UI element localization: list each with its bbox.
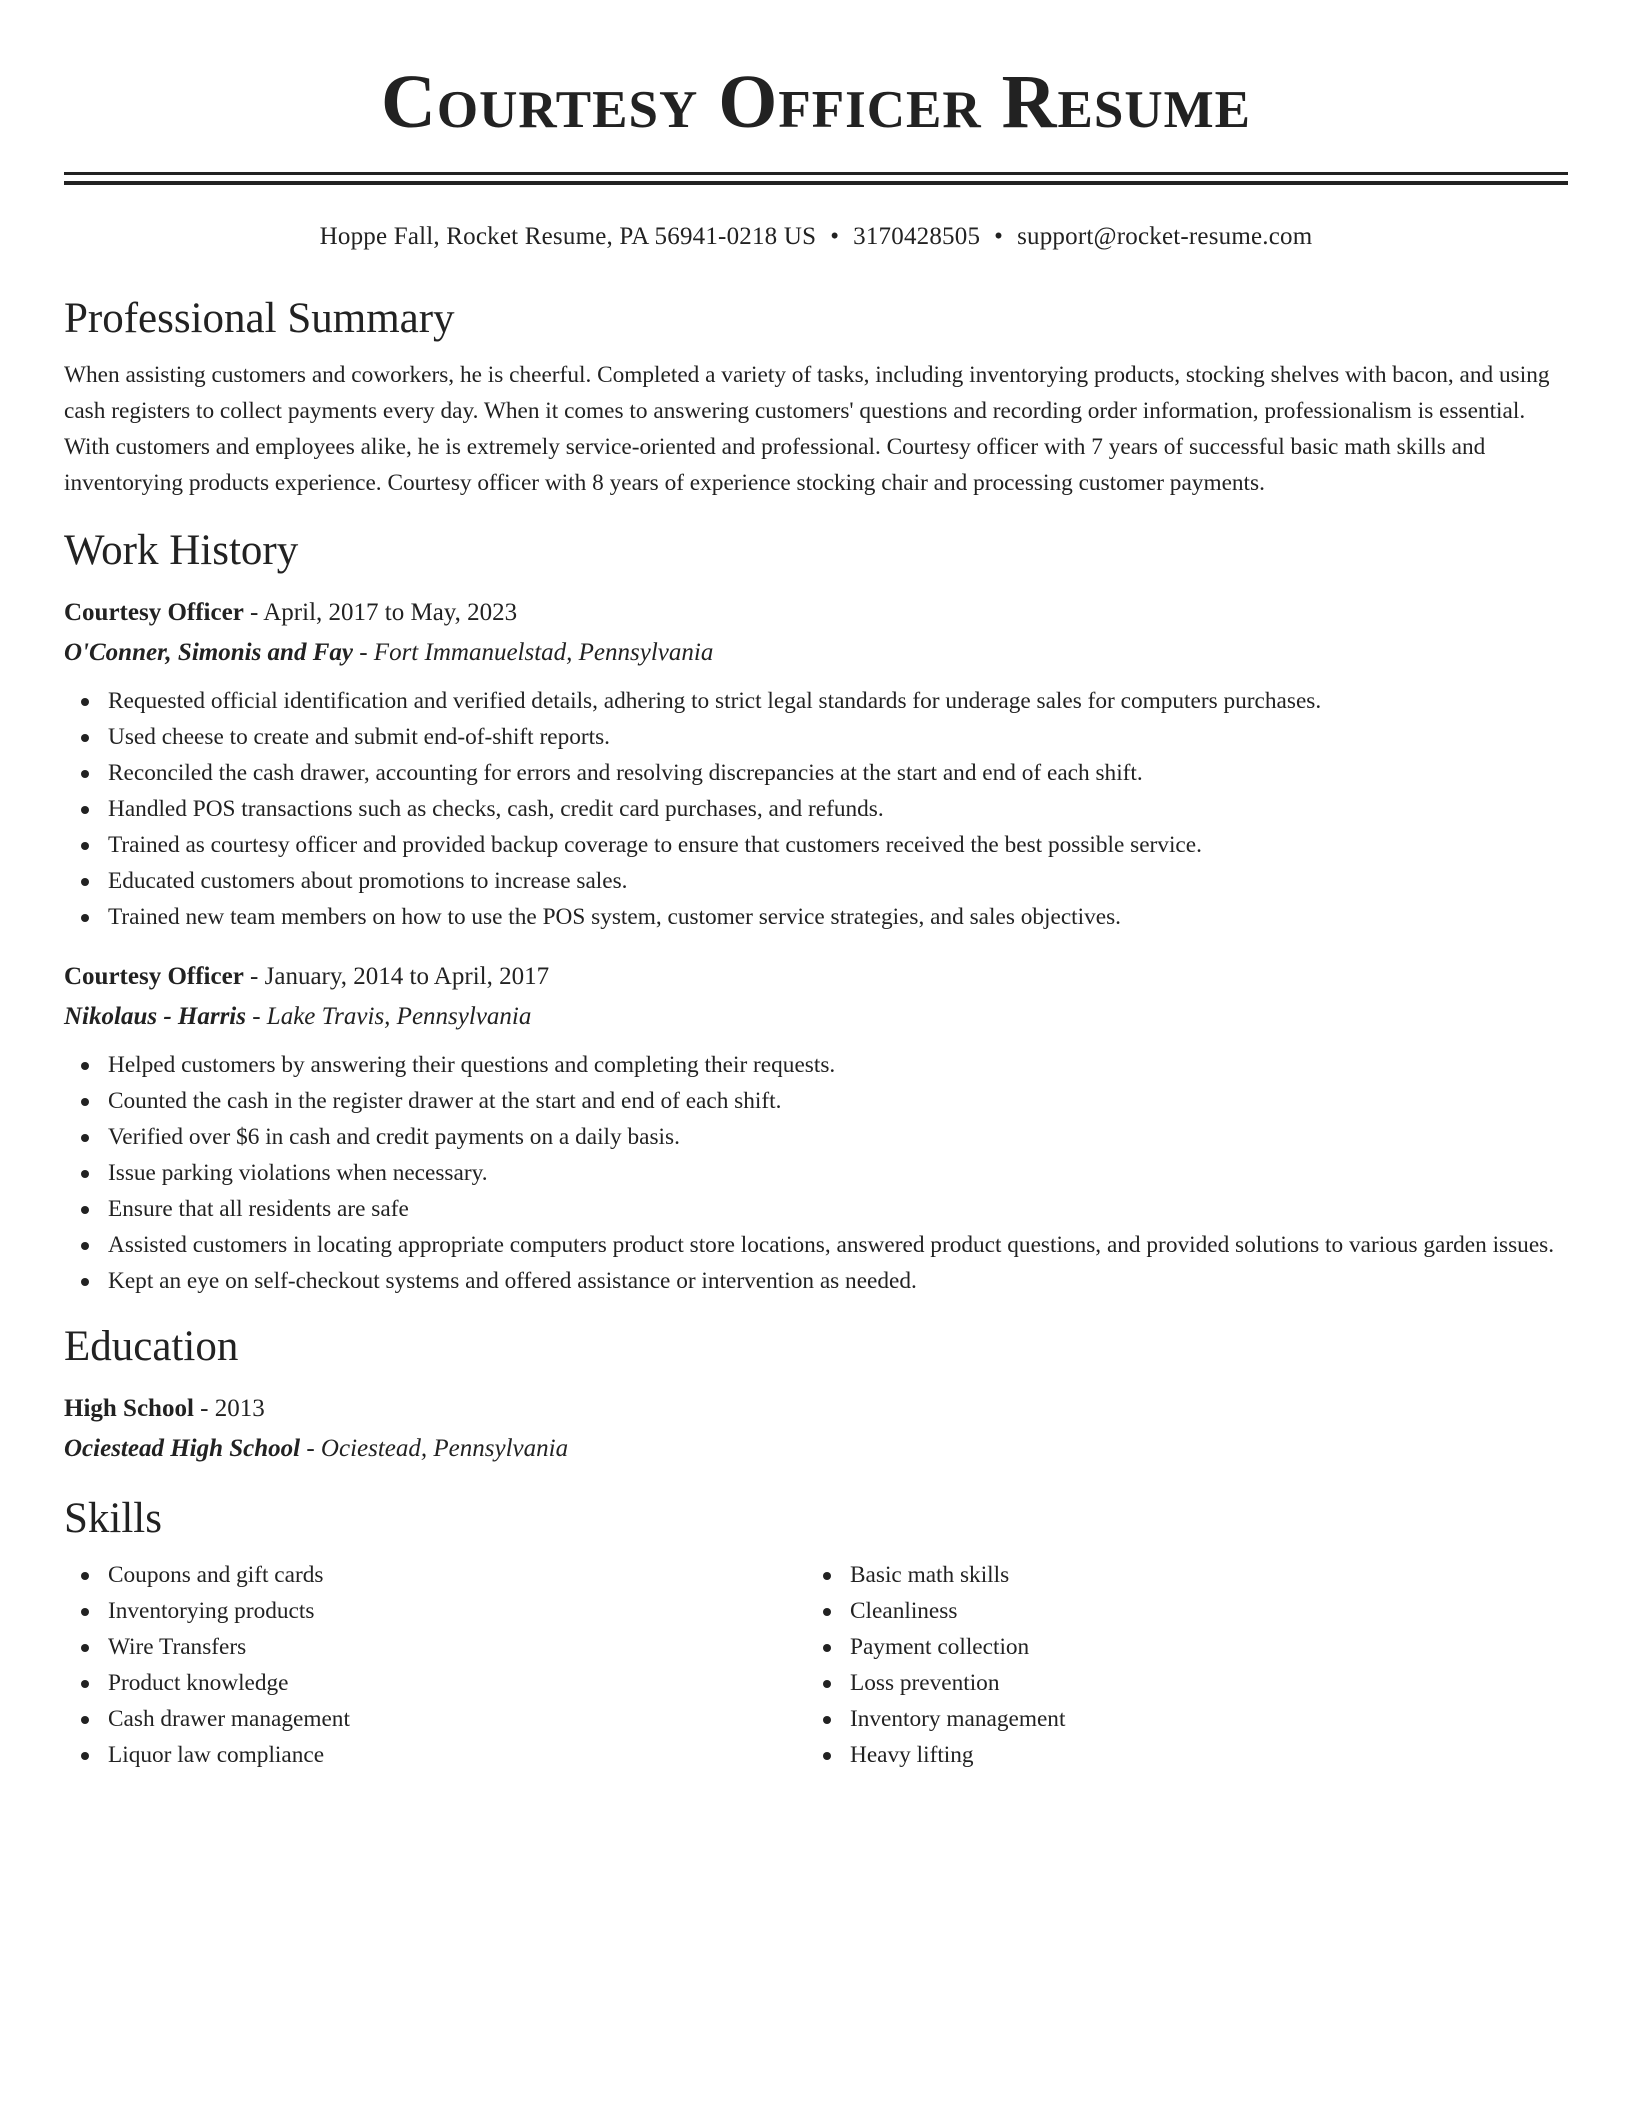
education-heading: Education	[64, 1323, 239, 1370]
education-degree: High School	[64, 1395, 194, 1422]
skills-grid	[64, 1557, 1568, 1773]
job-entry	[64, 593, 1568, 935]
skill-item: Liquor law compliance	[108, 1737, 806, 1773]
education-school-line	[64, 1429, 1568, 1469]
skill-item: Cash drawer management	[108, 1701, 806, 1737]
skill-item: Inventory management	[850, 1701, 1548, 1737]
list-item: Ensure that all residents are safe	[108, 1191, 1568, 1227]
skill-item: Heavy lifting	[850, 1737, 1548, 1773]
job-title: Courtesy Officer	[64, 599, 244, 626]
list-item: Assisted customers in locating appropriate computers product store locations, answered product questions, and provided solutions to various garden issues.	[108, 1227, 1568, 1263]
contact-address: Hoppe Fall, Rocket Resume, PA 56941-0218 US	[319, 223, 817, 250]
title-divider-top	[64, 172, 1568, 175]
skill-item: Inventorying products	[108, 1593, 806, 1629]
list-item: Kept an eye on self-checkout systems and offered assistance or intervention as needed.	[108, 1263, 1568, 1299]
job-dates: - January, 2014 to April, 2017	[243, 963, 550, 990]
skills-heading: Skills	[64, 1495, 162, 1542]
skill-item: Cleanliness	[850, 1593, 1548, 1629]
page-title: Courtesy Officer Resume	[381, 60, 1251, 144]
job-dates: - April, 2017 to May, 2023	[243, 599, 518, 626]
job-entry	[64, 957, 1568, 1299]
job-company: Nikolaus - Harris	[64, 1003, 246, 1030]
list-item: Helped customers by answering their questions and completing their requests.	[108, 1047, 1568, 1083]
skill-item: Product knowledge	[108, 1665, 806, 1701]
education-school: Ociestead High School	[64, 1435, 301, 1462]
job-title: Courtesy Officer	[64, 963, 244, 990]
job-employer	[64, 633, 1568, 673]
skill-item: Payment collection	[850, 1629, 1548, 1665]
job-employer	[64, 997, 1568, 1037]
job-header	[64, 593, 1568, 633]
list-item: Reconciled the cash drawer, accounting for errors and resolving discrepancies at the start and end of each shift.	[108, 755, 1568, 791]
list-item: Handled POS transactions such as checks, cash, credit card purchases, and refunds.	[108, 791, 1568, 827]
list-item: Educated customers about promotions to increase sales.	[108, 863, 1568, 899]
skill-item: Coupons and gift cards	[108, 1557, 806, 1593]
job-duties-list	[64, 1047, 1568, 1299]
skill-item: Basic math skills	[850, 1557, 1548, 1593]
contact-line	[64, 219, 1568, 255]
list-item: Trained as courtesy officer and provided backup coverage to ensure that customers received the best possible service.	[108, 827, 1568, 863]
skill-item: Wire Transfers	[108, 1629, 806, 1665]
list-item: Trained new team members on how to use the POS system, customer service strategies, and sales objectives.	[108, 899, 1568, 935]
education-header	[64, 1389, 1568, 1429]
separator-dot: •	[994, 223, 1004, 250]
resume-page	[64, 0, 1568, 1773]
list-item: Issue parking violations when necessary.	[108, 1155, 1568, 1191]
summary-heading: Professional Summary	[64, 295, 455, 342]
list-item: Used cheese to create and submit end-of-shift reports.	[108, 719, 1568, 755]
summary-text: When assisting customers and coworkers, he is cheerful. Completed a variety of tasks, including inventorying products, stocking shelves with bacon, and using cash registers to collect payments every day. When it comes to answering customers' questions and recording order information, professionalism is essential. With customers and employees alike, he is extremely service-oriented and professional. Courtesy officer with 7 years of successful basic math skills and inventorying products experience. Courtesy officer with 8 years of experience stocking chair and processing customer payments.	[64, 362, 1550, 496]
education-year: - 2013	[193, 1395, 265, 1422]
job-duties-list	[64, 683, 1568, 935]
list-item: Requested official identification and verified details, adhering to strict legal standards for underage sales for computers purchases.	[108, 683, 1568, 719]
education-location: - Ociestead, Pennsylvania	[300, 1435, 569, 1462]
work-history-heading: Work History	[64, 527, 299, 574]
job-company: O'Conner, Simonis and Fay	[64, 639, 353, 666]
job-header	[64, 957, 1568, 997]
list-item: Verified over $6 in cash and credit payments on a daily basis.	[108, 1119, 1568, 1155]
contact-email: support@rocket-resume.com	[1017, 223, 1313, 250]
title-divider-bottom	[64, 181, 1568, 185]
skills-list-right	[806, 1557, 1548, 1773]
education-entry	[64, 1389, 1568, 1469]
skill-item: Loss prevention	[850, 1665, 1548, 1701]
separator-dot: •	[830, 223, 840, 250]
job-location: - Fort Immanuelstad, Pennsylvania	[352, 639, 714, 666]
job-location: - Lake Travis, Pennsylvania	[245, 1003, 532, 1030]
list-item: Counted the cash in the register drawer at the start and end of each shift.	[108, 1083, 1568, 1119]
skills-list-left	[64, 1557, 806, 1773]
contact-phone: 3170428505	[853, 223, 981, 250]
